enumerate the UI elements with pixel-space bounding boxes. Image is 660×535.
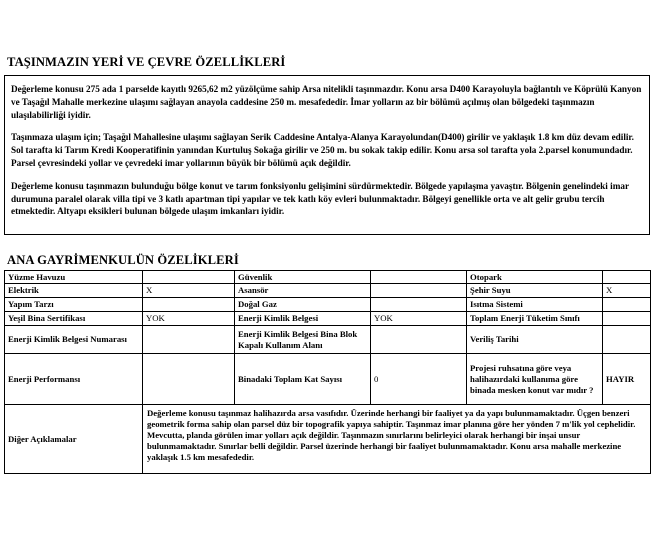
label-cell: Doğal Gaz (235, 298, 371, 312)
property-features-table (4, 270, 651, 474)
label-cell: Yeşil Bina Sertifikası (5, 312, 143, 326)
description-paragraph: Taşınmaza ulaşım için; Taşağıl Mahallesine ulaşımı sağlayan Serik Caddesine Antalya-Alanya Karayolundan(D400) girilir ve yaklaşık 1.8 km düz devam edilir. Sol tarafta ki Tarım Kredi Kooperatifinin yanından Kurtuluş Sokağa girilir ve 250 m. bu sokak takip edilir. Konu arsa sol tarafta yola 2.parsel konumundadır. Parsel çevresindeki yollar ve çevredeki imar yollarının büyük bir bölümü açık değildir. (11, 132, 634, 168)
label-cell: Elektrik (5, 284, 143, 298)
description-paragraph: Değerleme konusu 275 ada 1 parselde kayıtlı 9265,62 m2 yüzölçüme sahip Arsa nitelikli taşınmazdır. Konu arsa D400 Karayoluyla bağlantılı ve Köprülü Kanyon ve Taşağıl Mahalle merkezine ulaşımı sağlayan anayola caddesine 250 m. mesafededir. İmar yolların az bir bölümü açılmış olan bölgedeki taşınmazın ulaşılabilirliği iyidir. (11, 84, 642, 120)
label-cell: Projesi ruhsatına göre veya halihazırdaki kullanıma göre binada mesken konut var mıdır ? (467, 354, 603, 405)
label-cell: Şehir Suyu (467, 284, 603, 298)
table-row (5, 312, 651, 326)
value-cell: YOK (371, 312, 467, 326)
value-cell (143, 354, 235, 405)
value-cell (143, 298, 235, 312)
label-cell: Enerji Kimlik Belgesi (235, 312, 371, 326)
value-cell: 0 (371, 354, 467, 405)
table-row (5, 354, 651, 405)
value-cell (603, 298, 651, 312)
value-cell (143, 271, 235, 284)
value-cell: HAYIR (603, 354, 651, 405)
location-description-box (4, 75, 650, 235)
value-cell (371, 271, 467, 284)
value-cell (603, 326, 651, 354)
label-cell: Toplam Enerji Tüketim Sınıfı (467, 312, 603, 326)
label-cell: Veriliş Tarihi (467, 326, 603, 354)
value-cell (371, 326, 467, 354)
section-title-location: TAŞINMAZIN YERİ VE ÇEVRE ÖZELLİKLERİ (7, 55, 286, 69)
section-title-property-features: ANA GAYRİMENKULÜN ÖZELİKLERİ (7, 253, 239, 267)
value-cell (603, 312, 651, 326)
label-cell: Enerji Kimlik Belgesi Numarası (5, 326, 143, 354)
table-row (5, 284, 651, 298)
label-cell: Asansör (235, 284, 371, 298)
table-row (5, 271, 651, 284)
value-cell: X (603, 284, 651, 298)
table-row (5, 405, 651, 474)
value-cell (143, 326, 235, 354)
value-cell: X (143, 284, 235, 298)
label-cell: Yapım Tarzı (5, 298, 143, 312)
value-cell (371, 284, 467, 298)
table-row (5, 326, 651, 354)
label-cell: Yüzme Havuzu (5, 271, 143, 284)
label-cell: Enerji Performansı (5, 354, 143, 405)
description-paragraph: Değerleme konusu taşınmazın bulunduğu bölge konut ve tarım fonksiyonlu gelişimini sürdürmektedir. Bölgede yapılaşma yavaştır. Bölgenin genelindeki imar durumuna paralel olarak villa tipi ve 3 katlı apartman tipi yapılar ve tek katlı köy evleri bulunmaktadır. Bölgeyi genellikle orta ve alt gelir grubu tercih etmektedir. Altyapı eksikleri bulunan bölgede ulaşım imkanları iyidir. (11, 180, 629, 217)
value-cell: YOK (143, 312, 235, 326)
label-cell: Isıtma Sistemi (467, 298, 603, 312)
label-cell: Enerji Kimlik Belgesi Bina Blok Kapalı Kullanım Alanı (235, 326, 371, 354)
table-row (5, 298, 651, 312)
label-cell: Güvenlik (235, 271, 371, 284)
label-cell: Otopark (467, 271, 603, 284)
notes-label-cell: Diğer Açıklamalar (5, 405, 143, 474)
label-cell: Binadaki Toplam Kat Sayısı (235, 354, 371, 405)
value-cell (603, 271, 651, 284)
value-cell (371, 298, 467, 312)
notes-text-cell: Değerleme konusu taşınmaz halihazırda arsa vasıfıdır. Üzerinde herhangi bir faaliyet ya da yapı bulunmamaktadır. Üçgen benzeri geometrik forma sahip olan parsel düz bir topografik yapıya sahiptir. Taşınmaz imar planına göre her yönden 7 m'lik yol cephelidir. Mevcutta, planda görülen imar yolları açık değildir. Taşınmazın sınırlarını belirleyici olarak herhangi bir inşai unsur bulunmamaktadır. Sınırlar belli değildir. Parsel üzerinde herhangi bir faaliyet bulunmamaktadır. Konu arsa mahalle merkezine yaklaşık 1.5 km mesafededir. (143, 405, 651, 474)
